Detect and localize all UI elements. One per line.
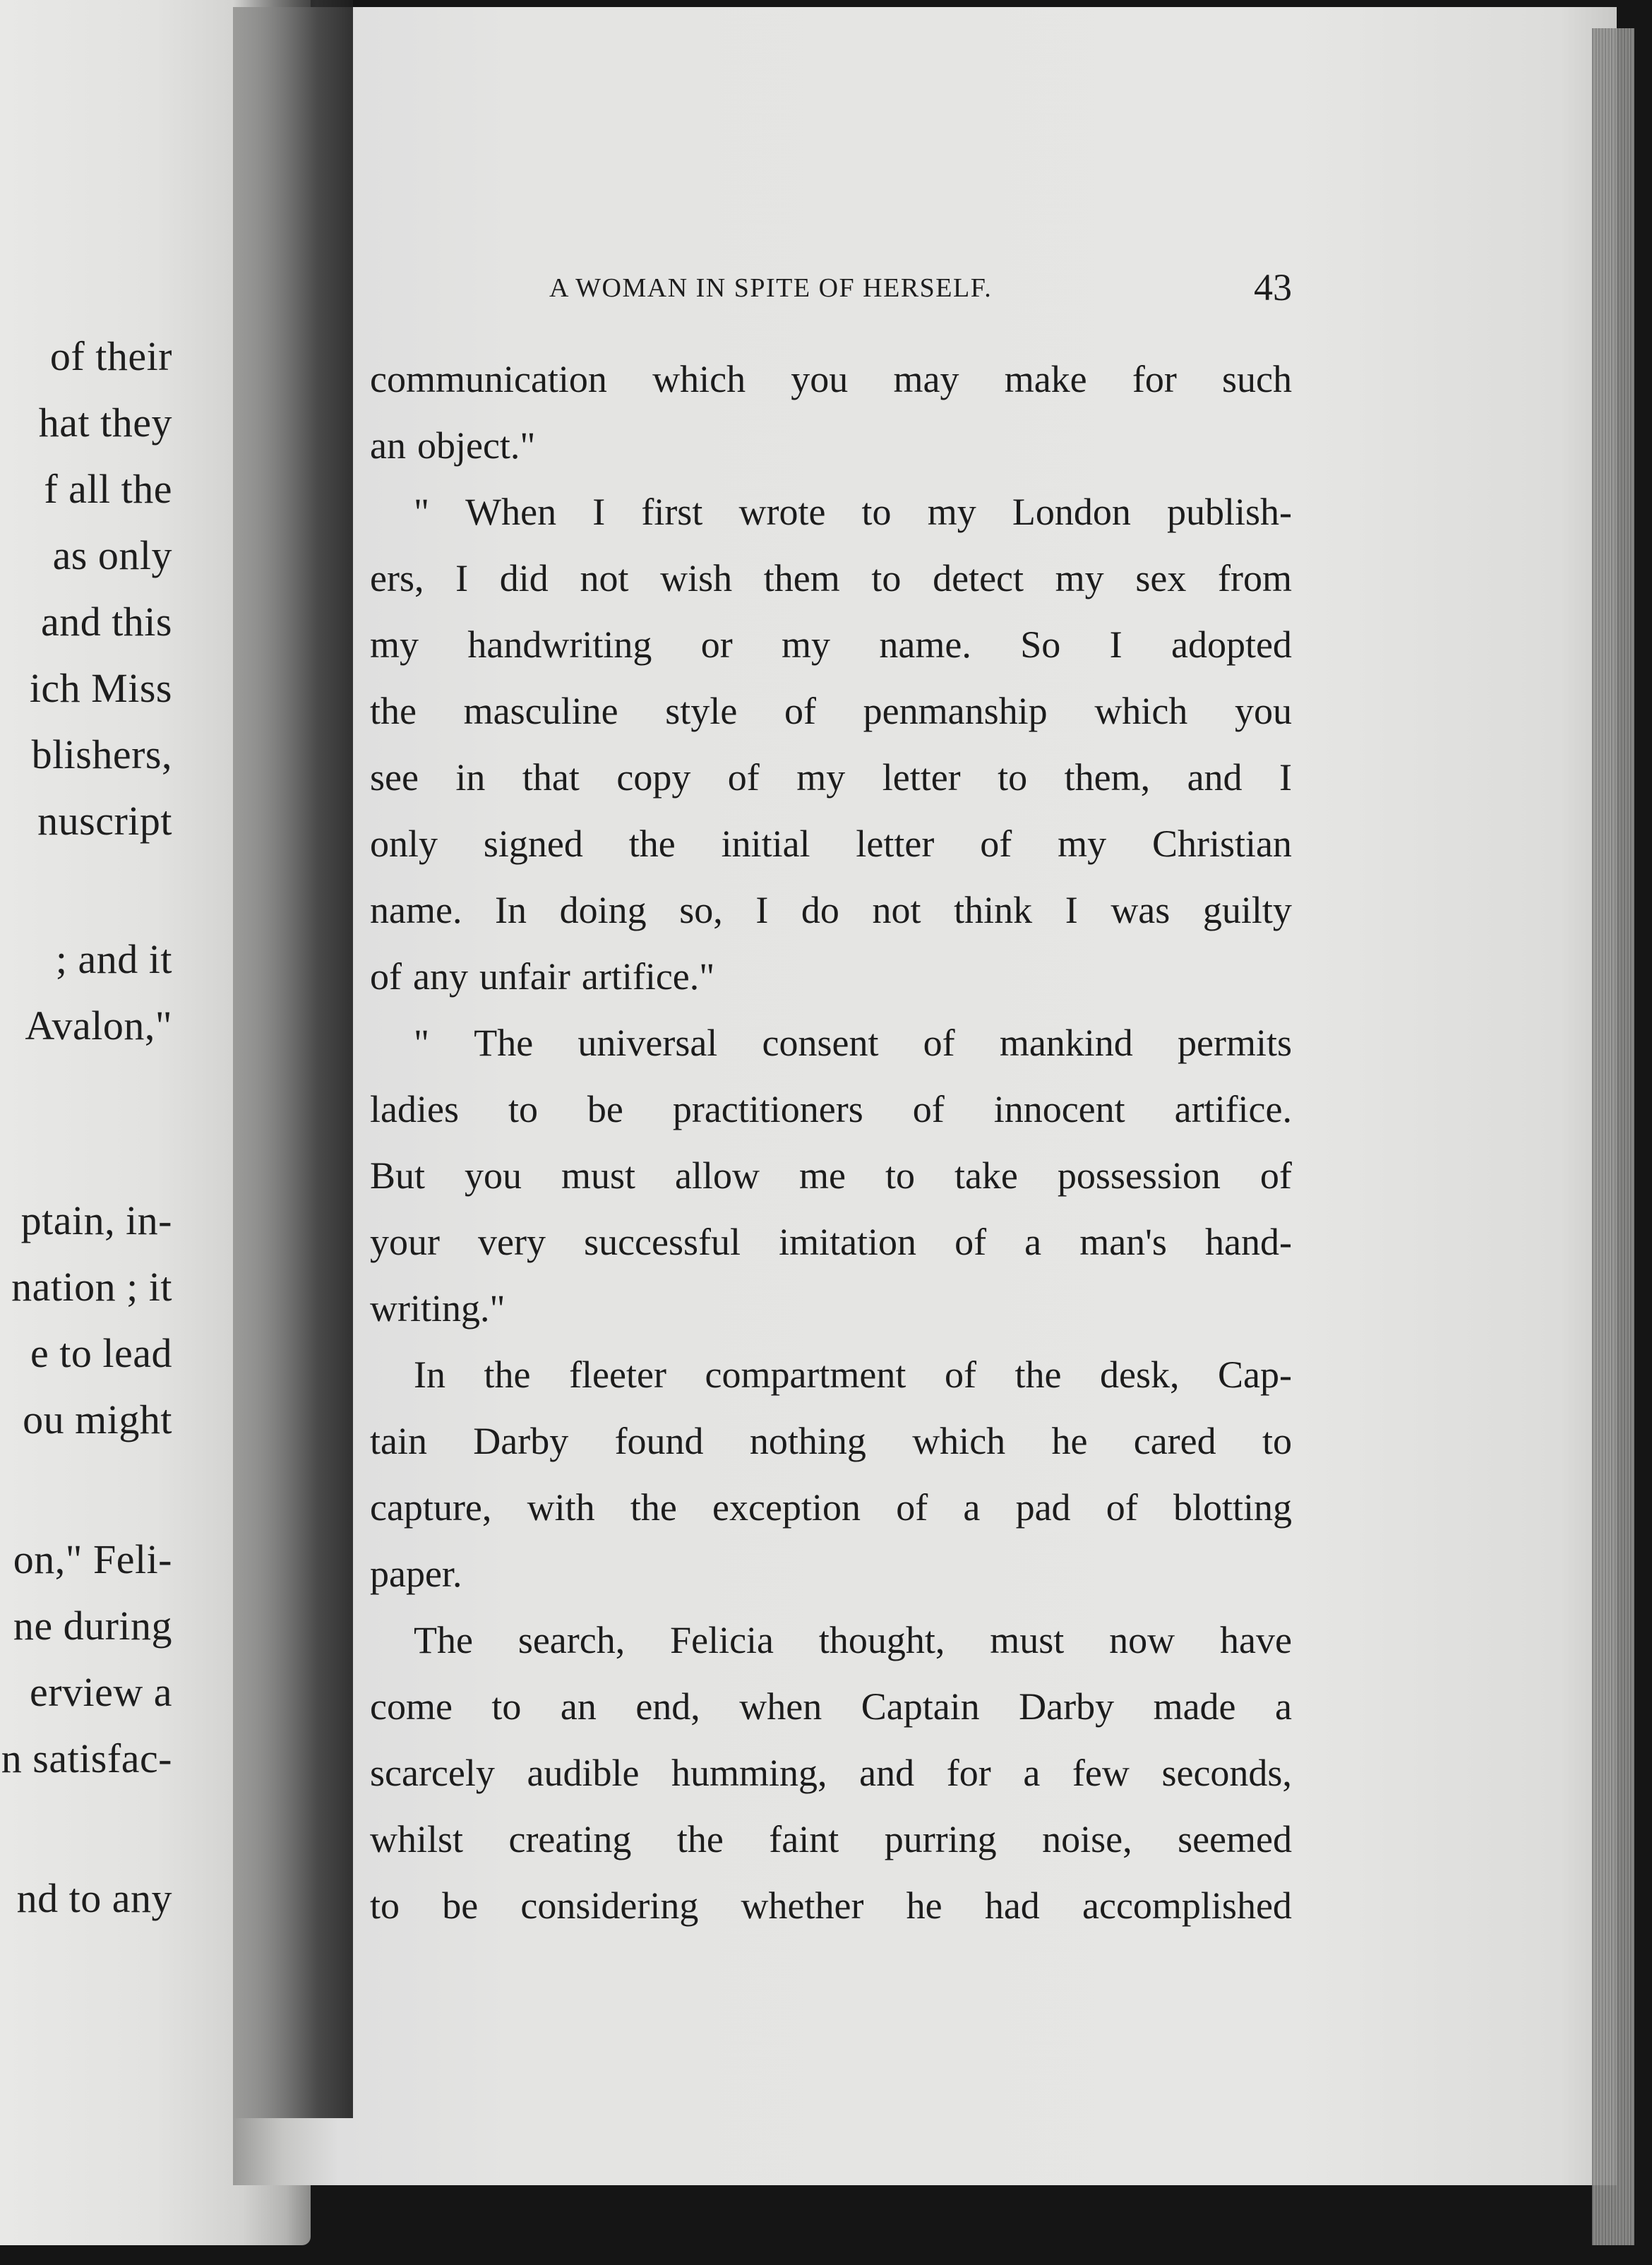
left-page-line: ne during: [13, 1603, 172, 1649]
text-line: ladies to be practitioners of innocent artifice.: [370, 1088, 1292, 1130]
text-line: see in that copy of my letter to them, and I: [370, 756, 1292, 799]
left-page-line: ou might: [23, 1397, 172, 1442]
text-line: But you must allow me to take possession of: [370, 1154, 1292, 1197]
text-line: only signed the initial letter of my Christian: [370, 823, 1292, 865]
left-page-line: nation ; it: [11, 1264, 172, 1310]
left-page-line: nuscript: [37, 798, 172, 844]
text-line: the masculine style of penmanship which you: [370, 690, 1292, 732]
text-line: " The universal consent of mankind permits: [414, 1022, 1292, 1064]
left-page-line: blishers,: [31, 731, 172, 777]
text-line: come to an end, when Captain Darby made a: [370, 1685, 1292, 1728]
text-line: writing.": [370, 1287, 505, 1329]
text-line: The search, Felicia thought, must now have: [414, 1619, 1292, 1661]
left-page-line: and this: [40, 599, 172, 645]
text-line: my handwriting or my name. So I adopted: [370, 623, 1292, 666]
text-line: whilst creating the faint purring noise, seemed: [370, 1818, 1292, 1860]
left-page-line: as only: [52, 532, 172, 578]
text-line: ers, I did not wish them to detect my sex from: [370, 557, 1292, 599]
left-page-line: erview a: [29, 1669, 172, 1715]
text-line: scarcely audible humming, and for a few seconds,: [370, 1752, 1292, 1794]
left-page-line: ich Miss: [29, 665, 172, 711]
page-edges: [1592, 28, 1634, 2245]
left-page-line: nd to any: [16, 1875, 172, 1921]
text-line: to be considering whether he had accomplished: [370, 1884, 1292, 1927]
text-line: of any unfair artifice.": [370, 955, 715, 998]
running-title: A WOMAN IN SPITE OF HERSELF.: [549, 273, 993, 303]
book-gutter-shadow: [233, 0, 353, 2118]
page-number: 43: [1254, 266, 1292, 309]
left-page-line: on," Feli-: [13, 1536, 172, 1582]
text-line: communication which you may make for such: [370, 358, 1292, 400]
text-line: In the fleeter compartment of the desk, Cap-: [414, 1353, 1292, 1396]
text-line: your very successful imitation of a man's hand-: [370, 1221, 1292, 1263]
left-page-line: e to lead: [30, 1330, 172, 1376]
left-page-line: of their: [49, 333, 172, 379]
text-line: an object.": [370, 424, 536, 467]
left-page-line: ptain, in-: [20, 1197, 172, 1243]
text-line: " When I first wrote to my London publish-: [414, 491, 1292, 533]
left-page-line: hat they: [38, 400, 172, 446]
left-page-line: f all the: [44, 466, 172, 512]
text-line: paper.: [370, 1553, 462, 1595]
text-line: capture, with the exception of a pad of blotting: [370, 1486, 1292, 1529]
left-page-line: ; and it: [55, 936, 172, 982]
text-line: tain Darby found nothing which he cared to: [370, 1420, 1292, 1462]
text-line: name. In doing so, I do not think I was guilty: [370, 889, 1292, 931]
page-header: [549, 268, 1292, 318]
left-page-line: Avalon,": [25, 1003, 172, 1048]
left-page-line: n satisfac-: [1, 1735, 172, 1781]
